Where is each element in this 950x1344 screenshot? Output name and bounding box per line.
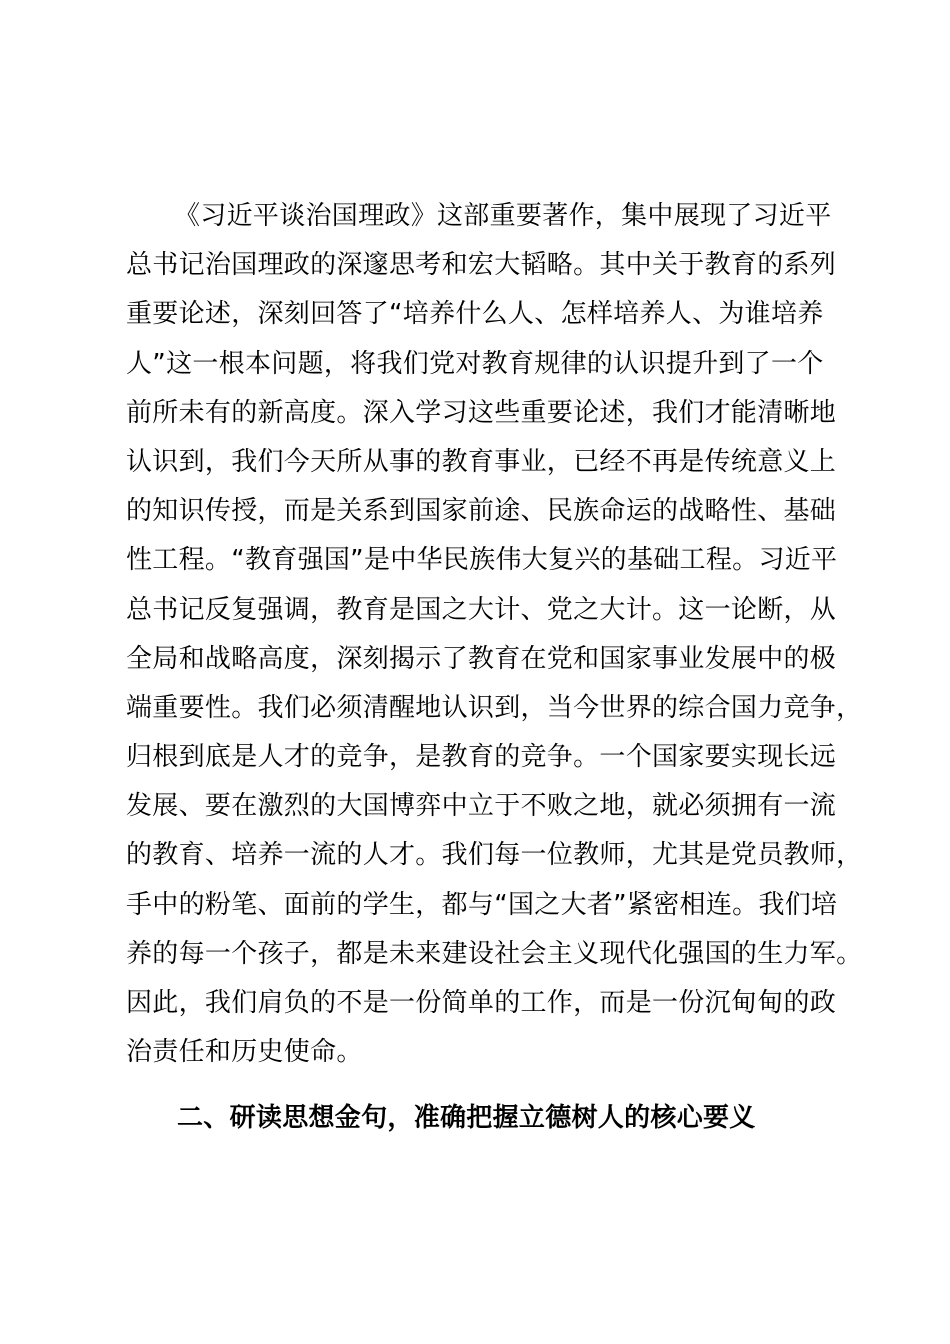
body-paragraph	[126, 192, 863, 1077]
paragraph-line: 前所未有的新高度。深入学习这些重要论述，我们才能清晰地	[126, 397, 837, 428]
paragraph-line: 发展、要在激烈的大国博弈中立于不败之地，就必须拥有一流	[126, 791, 837, 822]
paragraph-line: 性工程。“教育强国”是中华民族伟大复兴的基础工程。习近平	[126, 545, 838, 576]
section-heading: 二、研读思想金句，准确把握立德树人的核心要义	[177, 1103, 756, 1133]
paragraph-line: 《习近平谈治国理政》这部重要著作，集中展现了习近平	[174, 201, 832, 231]
paragraph-line: 手中的粉笔、面前的学生，都与“国之大者”紧密相连。我们培	[126, 889, 838, 920]
paragraph-line: 端重要性。我们必须清醒地认识到，当今世界的综合国力竞争，	[126, 692, 863, 723]
paragraph-line: 总书记反复强调，教育是国之大计、党之大计。这一论断，从	[126, 594, 837, 625]
paragraph-line: 养的每一个孩子，都是未来建设社会主义现代化强国的生力军。	[126, 938, 863, 969]
paragraph-line: 的教育、培养一流的人才。我们每一位教师，尤其是党员教师，	[126, 840, 863, 871]
paragraph-line: 重要论述，深刻回答了“培养什么人、怎样培养人、为谁培养	[126, 299, 824, 330]
paragraph-line: 的知识传授，而是关系到国家前途、民族命运的战略性、基础	[126, 496, 837, 527]
paragraph-line: 治责任和历史使命。	[126, 1037, 363, 1068]
paragraph-line: 全局和战略高度，深刻揭示了教育在党和国家事业发展中的极	[126, 643, 837, 674]
paragraph-line: 人”这一根本问题，将我们党对教育规律的认识提升到了一个	[126, 348, 824, 379]
paragraph-line: 因此，我们肩负的不是一份简单的工作，而是一份沉甸甸的政	[126, 988, 837, 1018]
paragraph-line: 总书记治国理政的深邃思考和宏大韬略。其中关于教育的系列	[126, 250, 837, 281]
paragraph-line: 归根到底是人才的竞争，是教育的竞争。一个国家要实现长远	[126, 742, 837, 773]
paragraph-line: 认识到，我们今天所从事的教育事业，已经不再是传统意义上	[126, 446, 837, 477]
